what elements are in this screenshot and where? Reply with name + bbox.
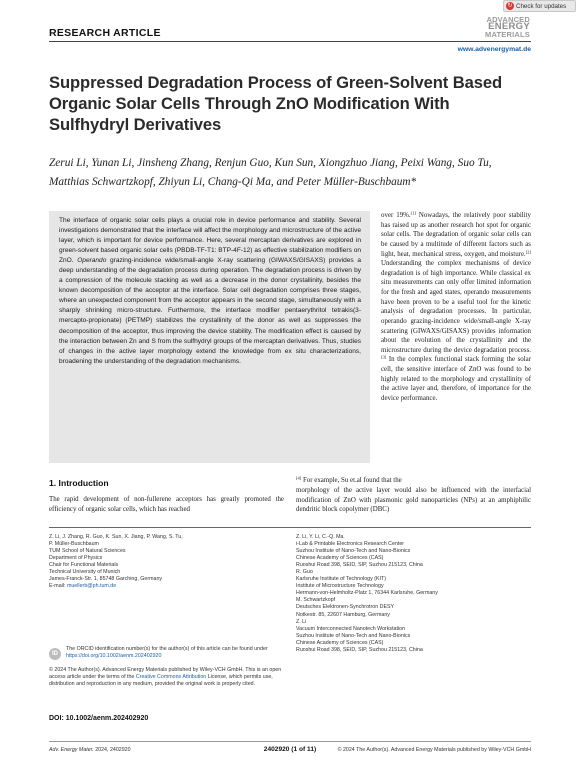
body-continuation-line [296,476,531,486]
affiliation-line: Chair for Functional Materials [49,562,119,569]
email-label: E-mail: [49,583,67,590]
orcid-text: The ORCID identification number(s) for the author(s) of this article can be found under [66,646,268,652]
check-for-updates-badge[interactable] [503,0,576,12]
affiliation-line: Z. Li, J. Zhang, R. Guo, K. Sun, X. Jiang, P. Wang, S. Tu, [49,534,183,540]
introduction-text: The rapid development of non-fullerene acceptors has greatly promoted the efficiency of organic solar cells, which has reached [49,496,284,513]
check-for-updates-label: Check for updates [516,2,567,10]
affiliation-divider [49,527,531,528]
affiliations-right [296,534,531,654]
journal-logo [466,17,530,38]
affiliation-line: Z. Li, Y. Li, C.-Q. Ma [296,534,344,540]
license-text: License, which permits use, distribution and reproduction in any medium, provided the original work is properly cited. [49,674,273,688]
body-text: In the complex functional stack forming the solar cell, the sensitive interface of ZnO was found to be highly related to the morphology and crystallinity of the active layer and, therefore, of importance for the device performance. [381,356,531,402]
affiliation-line: i-Lab & Printable Electronics Research Center [296,541,405,548]
orcid-doi-link[interactable]: https://doi.org/10.1002/aenm.202402920 [66,653,162,660]
header-divider [49,41,531,42]
citation-ref[interactable]: [4] [296,475,302,481]
abstract-part-2: grazing-incidence wide/small-angle X-ray scattering (GIWAXS/GISAXS) provides a deep understanding of the degradation process during operation. The degradation process is driven by a compression of the molecule stacking as well as a decrease in the donor crystallinity, besides the known decomposition of the acceptor at the interface. Solar cell degradation comprises three stages, where an unexpected component from the acceptor appears in the second stage, simultaneously with a sharply shrinking micro-structure. Furthermore, the interface modifier pentaerythritol tetrakis(3-mercapto-propionate) (PETMP) stabilizes the crystallinity of the donor as well as suppresses the decomposition of the acceptor, thus improving the device stability. The modification effect is caused by the interaction between Zn and S from the sulfhydryl groups of the mercaptan derivatives. Thus, studies of changes in the active layer morphology extend the knowledge from ex situ characterizations, broadening the understanding of the degradation mechanisms. [59,257,361,365]
affiliation-line: Suzhou Institute of Nano-Tech and Nano-Bionics [296,632,411,639]
body-text: For example, Su et.al found that the [301,477,402,484]
creative-commons-link[interactable]: Creative Commons Attribution [135,674,207,681]
abstract-operando: Operando [77,257,107,265]
logo-line-1: ADVANCED [486,15,530,24]
affiliation-line: P. Müller-Buschbaum [49,541,99,548]
journal-url-link[interactable]: www.advenergymat.de [457,46,531,53]
affiliation-line: Vacuum Interconnected Nanotech Workstation [296,625,406,632]
affiliation-line: Suzhou Institute of Nano-Tech and Nano-Bionics [296,548,411,555]
logo-line-2: ENERGY [488,21,530,33]
refresh-icon: ↻ [507,3,513,9]
affiliation-line: Karlsruhe Institute of Technology (KIT) [296,576,386,583]
orcid-icon[interactable]: ID [49,648,61,660]
footer-citation [49,747,131,753]
affiliation-line: M. Schwartzkopf [296,597,336,604]
license-note [49,667,284,688]
email-link[interactable]: muellerb@ph.tum.de [66,583,117,590]
body-text: Understanding the complex mechanisms of device degradation is of high importance. While classical ex situ measurements can only offer limited information for the fresh and aged states, operando measurements have been proven to be a useful tool for the kinetic analysis of degradation processes. In particular, operando grazing-incidence wide/small-angle X-ray scattering (GIWAXS/GISAXS) provides information about the evolution of the crystallinity and the microstructure during the device degradation process. [381,260,531,354]
right-column-text [381,211,531,404]
footer-copyright: © 2024 The Author(s). Advanced Energy Materials published by Wiley-VCH GmbH [337,747,531,753]
affiliations-left [49,534,284,590]
affiliation-line: R. Guo [296,569,313,576]
body-text: Nowadays, the relatively poor stability has raised up as another research hot spot for organic solar cells. The degradation of organic solar cells can be caused by a multitude of different factors such as light, heat, mechanical stress, oxygen, and moisture. [381,212,531,258]
citation-ref[interactable]: [2] [525,249,531,254]
citation-ref[interactable]: [1] [410,210,416,216]
affiliation-line: Chinese Academy of Sciences (CAS) [296,555,384,562]
introduction-heading: 1. Introduction [49,478,109,488]
footer-divider [49,741,531,742]
affiliation-line: Department of Physics [49,555,103,562]
author-list: Zerui Li, Yunan Li, Jinsheng Zhang, Renjun Guo, Kun Sun, Xiongzhuo Jiang, Peixi Wang, Suo Tu, Matthias Schwartzkopf, Zhiyun Li, Chang-Qi Ma, and Peter Müller-Buschbaum* [49,157,492,189]
abstract-part-1: The interface of organic solar cells plays a crucial role in device performance and stability. Several investigations demonstrated that the interface will affect the morphology and microstructure of the active layer, which is important for device performance. Here, several mercaptan derivatives are explored in green-solvent based organic solar cells (PBDB-TF-T1: BTP-4F-12) as effective stabilization modifiers on ZnO. [59,217,361,265]
orcid-note [66,646,284,660]
license-text: © 2024 The Author(s). Advanced Energy Materials published by Wiley-VCH GmbH. This is an open access article under the terms of the [49,667,282,681]
affiliation-line: Ruoshui Road 398, SEID, SIP, Suzhou 215123, China [296,646,423,653]
abstract-text [59,216,361,367]
doi-line: DOI: 10.1002/aenm.202402920 [49,715,149,722]
affiliation-line: Chinese Academy of Sciences (CAS) [296,639,384,646]
citation-ref[interactable]: [3] [381,354,387,360]
section-label: RESEARCH ARTICLE [49,27,161,39]
email-line [49,583,284,590]
logo-line-3: MATERIALS [485,29,530,39]
affiliation-line: Deutsches Elektronen-Synchrotron DESY [296,604,395,611]
affiliation-line: Notkestr. 85, 22607 Hamburg, Germany [296,611,390,618]
affiliation-line: Hermann-von-Helmholtz-Platz 1, 76344 Karlsruhe, Germany [296,590,438,597]
affiliation-line: Institute of Microstructure Technology [296,583,384,590]
affiliation-line: TUM School of Natural Sciences [49,548,126,555]
footer-year-id: 2024, 2402920 [93,747,131,753]
body-text: over 19%. [381,212,411,219]
affiliation-line: Z. Li [296,618,307,625]
affiliation-line: James-Franck-Str. 1, 85748 Garching, Germany [49,576,163,583]
article-title: Suppressed Degradation Process of Green-Solvent Based Organic Solar Cells Through ZnO Modification With Sulfhydryl Derivatives [49,73,503,134]
footer-journal: Adv. Energy Mater. [49,747,94,753]
body-continuation: morphology of the active layer would also be influenced with the interfacial modification of ZnO with plasmonic gold nanoparticles (NPs) at an amphiphilic dendritic block copolymer (DBC) [296,487,531,514]
affiliation-line: Technical University of Munich [49,569,121,576]
affiliation-line: Ruoshui Road 398, SEID, SIP, Suzhou 215123, China [296,562,423,569]
footer-page-number: 2402920 (1 of 11) [263,746,317,753]
